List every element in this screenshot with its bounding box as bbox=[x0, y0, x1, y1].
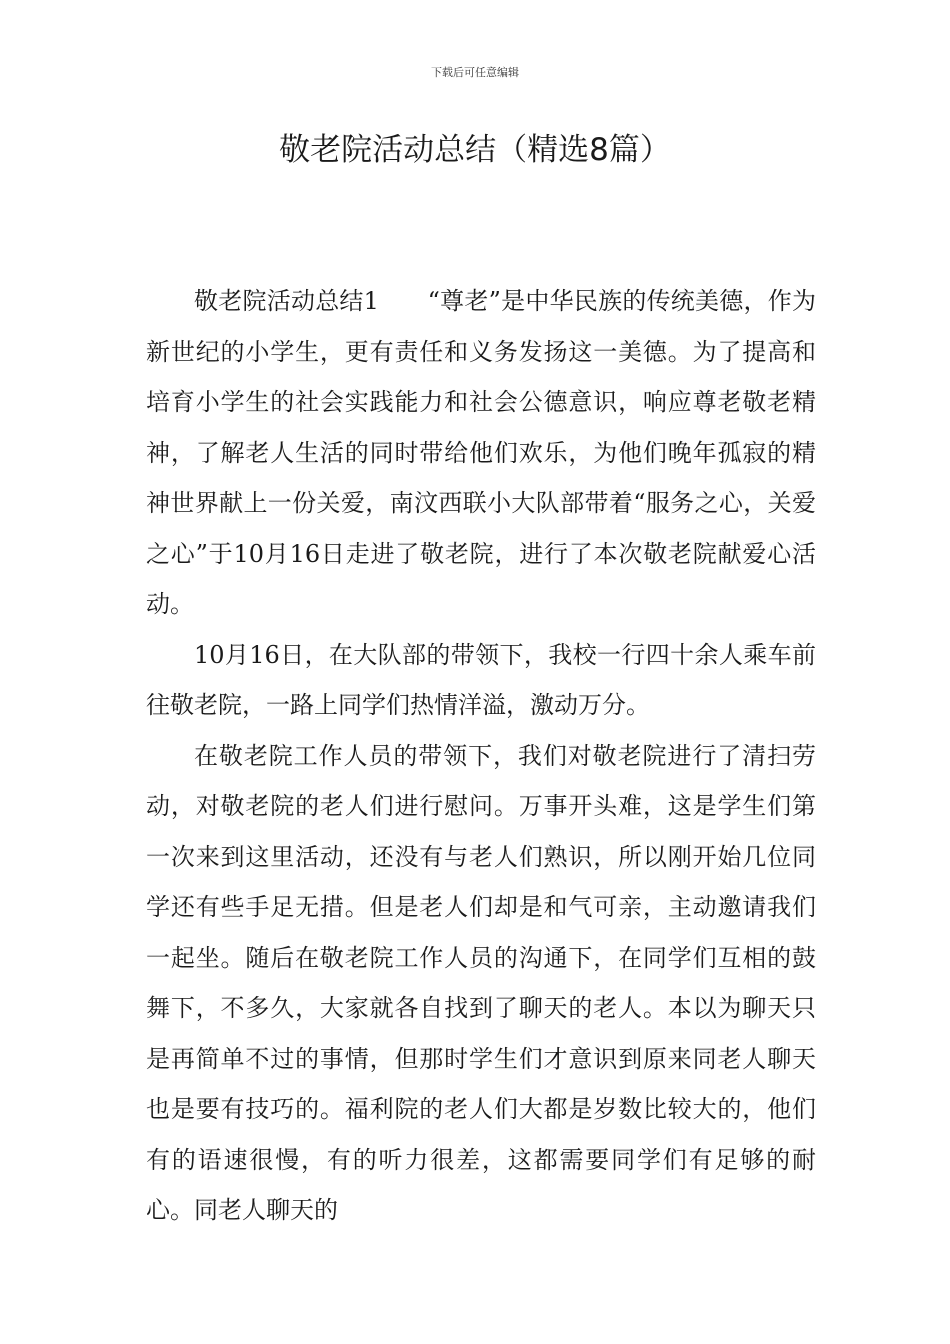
paragraph-3: 在敬老院工作人员的带领下，我们对敬老院进行了清扫劳动，对敬老院的老人们进行慰问。万事开头难，这是学生们第一次来到这里活动，还没有与老人们熟识，所以刚开始几位同学还有些手足无措。但是老人们却是和气可亲，主动邀请我们一起坐。随后在敬老院工作人员的沟通下，在同学们互相的鼓舞下，不多久，大家就各自找到了聊天的老人。本以为聊天只是再简单不过的事情，但那时学生们才意识到原来同老人聊天也是要有技巧的。福利院的老人们大都是岁数比较大的，他们有的语速很慢，有的听力很差，这都需要同学们有足够的耐心。同老人聊天的 bbox=[146, 741, 816, 1224]
paragraph-2: 10月16日，在大队部的带领下，我校一行四十余人乘车前往敬老院，一路上同学们热情洋溢，激动万分。 bbox=[146, 640, 816, 719]
document-body bbox=[146, 276, 816, 1236]
page-header-note: 下载后可任意编辑 bbox=[431, 66, 519, 79]
paragraph-1: 敬老院活动总结1 “尊老”是中华民族的传统美德，作为新世纪的小学生，更有责任和义务发扬这一美德。为了提高和培育小学生的社会实践能力和社会公德意识，响应尊老敬老精神，了解老人生活的同时带给他们欢乐，为他们晚年孤寂的精神世界献上一份关爱，南汶西联小大队部带着“服务之心，关爱之心”于10月16日走进了敬老院，进行了本次敬老院献爱心活动。 bbox=[146, 287, 816, 618]
document-title: 敬老院活动总结（精选8篇） bbox=[279, 132, 671, 168]
